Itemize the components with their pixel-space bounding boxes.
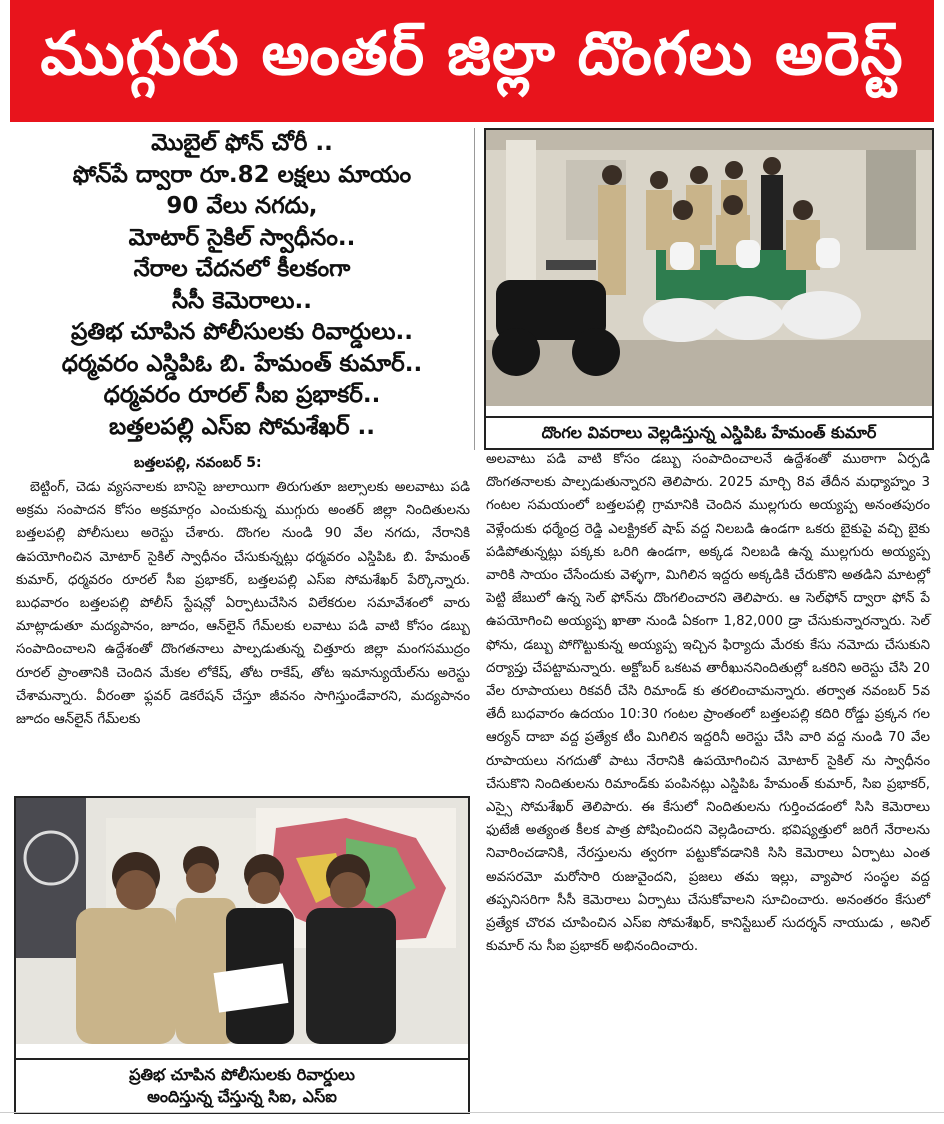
reward-illustration (16, 798, 468, 1044)
caption-line-1: ప్రతిభ చూపిన పోలీసులకు రివార్డులు (129, 1065, 355, 1084)
column-divider (474, 128, 475, 450)
caption-line-2: అందిస్తున్న చేస్తున్న సిఐ, ఎస్ఐ (147, 1087, 337, 1106)
press-meet-photo (484, 128, 934, 450)
headline-title: ముగ్గురు అంతర్ జిల్లా దొంగలు అరెస్ట్ (40, 19, 904, 89)
subhead-line: నేరాల చేదనలో కీలకంగా (133, 256, 351, 283)
subhead-line: ధర్మవరం ఎస్డిపిఓ బి. హేమంత్ కుమార్.. (61, 350, 423, 377)
subhead-line: ధర్మవరం రూరల్ సీఐ ప్రభాకర్.. (103, 382, 381, 409)
press-meet-illustration (486, 130, 932, 406)
subheadings (14, 128, 470, 442)
subhead-line: మొబైల్ ఫోన్ చోరీ .. (151, 130, 333, 156)
page-bottom-rule (0, 1112, 944, 1113)
photo-caption (16, 1058, 468, 1112)
article-column-1 (16, 476, 470, 731)
article-column-2 (486, 448, 930, 958)
subhead-line: బత్తలపల్లి ఎస్ఐ సోమశేఖర్ .. (108, 413, 376, 440)
subhead-line: ఫోన్‌పే ద్వారా రూ.82 లక్షలు మాయం (72, 161, 412, 188)
article-text: అలవాటు పడి వాటి కోసం డబ్బు సంపాదించాలనే ఉద్దేశంతో ముఠాగా ఏర్పడి దొంగతనాలకు పాల్పడుతున్నారని తెలిపారు. 2025 మార్చి 8వ తేదీన మధ్యాహ్నం 3 గంటల సమయంలో బత్తలపల్లి గ్రామానికి చెందిన ముల్లగురు అయ్యప్ప అనంతపురం వెళ్లేందుకు ధర్మేంద్ర రెడ్డి ఎలక్ట్రికల్ షాప్ వద్ద నిలబడి ఉండగా ఒకరు బైకుపై వచ్చి బైకు పడిపోతున్నట్లు పక్కకు ఒరిగి ఉండగా, అక్కడ నిలబడి ఉన్న ముల్లగురు అయ్యప్ప వారికి సాయం చేసేందుకు వెళ్ళగా, మిగిలిన ఇద్దరు అక్కడికి చేరుకొని అతడిని మాటల్లో పెట్టి జేబులో ఉన్న సెల్ ఫోన్‌ను దొంగలించారని తెలిపారు. ఆ సెల్‌ఫోన్ ద్వారా ఫోన్ పే ఉపయోగించి అయ్యప్ప ఖాతా నుండి ఏకంగా 1,82,000 డ్రా చేసుకున్నారన్నారు. సెల్ ఫోను, డబ్బు పోగొట్టుకున్న అయ్యప్ప ఇచ్చిన ఫిర్యాదు మేరకు కేసు నమోదు చేసుకుని దర్యాప్తు చేపట్టామన్నారు. అక్టోబర్ ఒకటవ తారీఖుననిందితుల్లో ఒకరిని అరెస్టు చేసి 20 వేల రూపాయలు రికవరీ చేసి రిమాండ్ కు తరలించామన్నారు. తర్వాత నవంబర్ 5వ తేదీ బుధవారం ఉదయం 10:30 గంటల ప్రాంతంలో బత్తలపల్లి కదిరి రోడ్డు ప్రక్కన గల ఆర్యన్ దాబా వద్ద ప్రత్యేక టీం మిగిలిన ఇద్దరినీ అరెస్టు చేసి వారి వద్ద నుండి 70 వేల రూపాయలు నగదుతో పాటు నేరానికి ఉపయోగించిన మోటార్ సైకిల్ ను స్వాధీనం చేసుకొని నిందితులను రిమాండ్‌కు పంపినట్లు ఎస్డిపిఓ హేమంత్ కుమార్, సిఐ ప్రభాకర్, ఎస్సై సోమశేఖర్ తెలిపారు. ఈ కేసులో నిందితులను గుర్తించడంలో సిసి కెమెరాలు ఫుటేజీ అత్యంత కీలక పాత్ర పోషించిందని వెల్లడించారు. భవిష్యత్తులో జరిగే నేరాలను నివారించడానికి, నేరస్తులను త్వరగా పట్టుకోవడానికి సిసి కెమెరాలు ఏర్పాటు ఎంత అవసరమో మరోసారి రుజువైందని, ప్రజలు తమ ఇల్లు, వ్యాపార సంస్థల వద్ద తప్పనిసరిగా సీసీ కెమెరాలు ఏర్పాటు చేసుకోవాలని సూచించారు. అనంతరం కేసులో ప్రత్యేక చొరవ చూపించిన ఎస్ఐ సోమశేఖర్, కానిస్టేబుల్ సుదర్శన్ నాయుడు , అనిల్ కుమార్ ను సీఐ ప్రభాకర్ అభినందించారు. (486, 452, 930, 955)
subhead-line: సీసీ కెమెరాలు.. (172, 287, 312, 314)
reward-photo (14, 796, 470, 1114)
photo-caption: దొంగల వివరాలు వెల్లడిస్తున్న ఎస్డిపిఓ హేమంత్ కుమార్ (486, 416, 932, 448)
dateline: బత్తలపల్లి, నవంబర్ 5: (134, 455, 262, 471)
subhead-line: 90 వేలు నగదు, (166, 193, 318, 220)
headline-banner (10, 0, 934, 122)
subhead-line: మోటార్ సైకిల్ స్వాధీనం.. (128, 224, 356, 251)
article-text: బెట్టింగ్, చెడు వ్యసనాలకు బానిసై జులాయిగా తిరుగుతూ జల్సాలకు అలవాటు పడి అక్రమ సంపాదన కోసం అక్రమార్గం ఎంచుకున్న ముగ్గురు అంతర్ జిల్లా నిందితులను బత్తలపల్లి పోలీసులు అరెస్టు చేశారు. దొంగల నుండి 90 వేల నగదు, నేరానికి ఉపయోగించిన మోటార్ సైకిల్ స్వాధీనం చేసుకున్నట్లు ధర్మవరం ఎస్డిపిఓ బి. హేమంత్ కుమార్, ధర్మవరం రూరల్ సీఐ ప్రభాకర్, బత్తలపల్లి ఎస్ఐ సోమశేఖర్ పేర్కొన్నారు. బుధవారం బత్తలపల్లి పోలీస్ స్టేషన్లో ఏర్పాటుచేసిన విలేకరుల సమావేశంలో వారు మాట్లాడుతూ మద్యపానం, జూదం, ఆన్‌లైన్ గేమ్‌లకు లవాటు పడి వాటి కోసం డబ్బు సంపాదించాలని ఉద్దేశంతో దొంగతనాలు పాల్పడుతున్న చిత్తూరు జిల్లా మంగసముద్రం రూరల్ ప్రాంతానికి చెందిన మేకల లోకేష్, తోట రాకేష్, తోట ఇమాన్యుయేల్‌ను అరెస్టు చేశామన్నారు. వీరంతా ఫ్లవర్ డెకరేషన్ చేస్తూ జీవనం సాగిస్తుండేవారని, మద్యపానం జూదం ఆన్‌లైన్ గేమ్‌లకు (16, 480, 470, 728)
subhead-line: ప్రతిభ చూపిన పోలీసులకు రివార్డులు.. (71, 319, 413, 346)
